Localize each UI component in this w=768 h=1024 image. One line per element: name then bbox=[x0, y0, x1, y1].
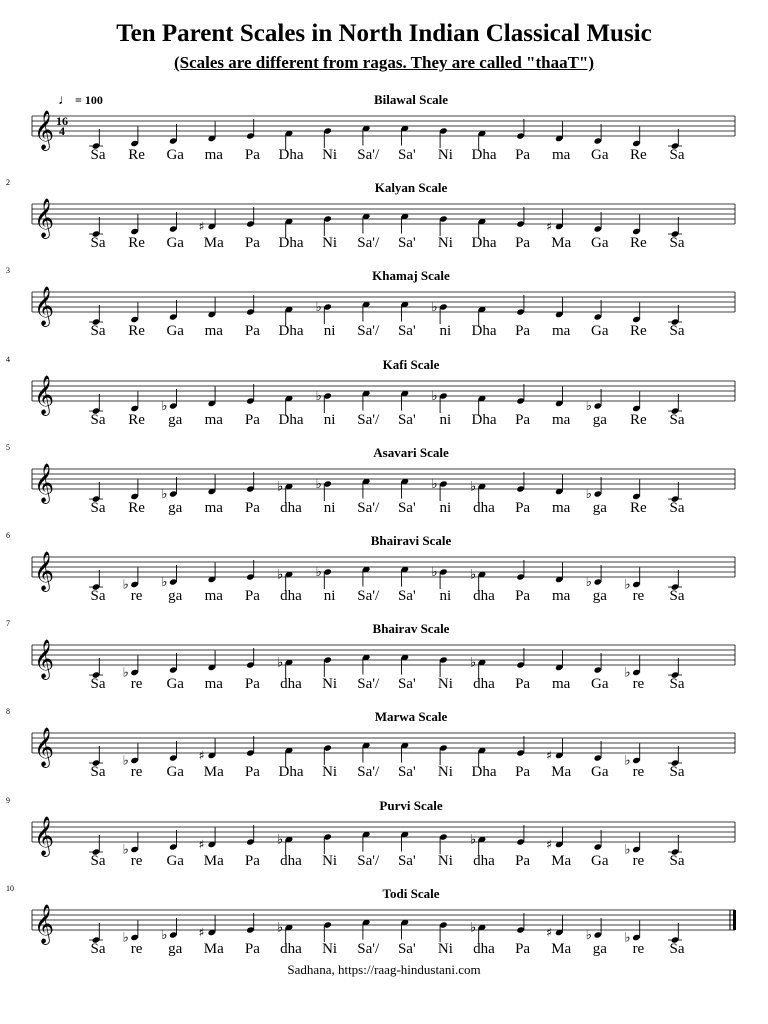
system-number: 10 bbox=[6, 883, 14, 893]
sargam-syllable: Ni bbox=[437, 235, 453, 252]
sargam-syllable: Ma bbox=[203, 940, 224, 957]
sargam-syllable: ga bbox=[168, 940, 183, 957]
sargam-syllable: Pa bbox=[515, 940, 531, 957]
scale-system bbox=[0, 266, 768, 352]
sargam-syllable: ni bbox=[439, 411, 452, 428]
sargam-syllable: Sa bbox=[669, 147, 685, 163]
sargam-syllable: Re bbox=[630, 323, 647, 340]
sargam-syllable: re bbox=[130, 676, 143, 693]
flat-icon: ♭ bbox=[122, 930, 129, 946]
sargam-syllable: Sa bbox=[90, 411, 106, 428]
treble-clef-icon: 𝄞 bbox=[34, 462, 55, 503]
sargam-syllable: re bbox=[632, 852, 645, 869]
flat-icon: ♭ bbox=[315, 476, 322, 492]
flat-icon: ♭ bbox=[624, 842, 631, 858]
sargam-syllable: ga bbox=[168, 411, 183, 428]
sargam-syllable: ni bbox=[439, 499, 452, 516]
sargam-syllable: ma bbox=[552, 411, 571, 428]
sargam-syllable: Re bbox=[630, 499, 647, 516]
sargam-syllable: Sa bbox=[90, 676, 106, 693]
sargam-syllable: Pa bbox=[244, 588, 260, 604]
sargam-syllable: Sa bbox=[90, 323, 106, 340]
flat-icon: ♭ bbox=[431, 565, 438, 580]
system-number: 4 bbox=[6, 354, 10, 364]
sargam-syllable: Sa'/ bbox=[357, 764, 380, 781]
sargam-syllable: Pa bbox=[515, 852, 531, 869]
sargam-syllable: Ga bbox=[591, 235, 609, 252]
sargam-syllable: ma bbox=[204, 676, 223, 693]
sargam-syllable: re bbox=[130, 852, 143, 869]
sargam-syllable: Dha bbox=[471, 235, 497, 252]
sargam-syllable: re bbox=[632, 588, 645, 604]
sharp-icon: ♯ bbox=[198, 837, 205, 852]
sargam-syllable: ni bbox=[323, 411, 336, 428]
sargam-syllable: Dha bbox=[471, 147, 497, 163]
flat-icon: ♭ bbox=[585, 486, 592, 502]
flat-icon: ♭ bbox=[315, 388, 322, 404]
flat-icon: ♭ bbox=[585, 398, 592, 414]
sargam-syllable: Re bbox=[630, 411, 647, 428]
treble-clef-icon: 𝄞 bbox=[34, 727, 55, 768]
flat-icon: ♭ bbox=[277, 920, 284, 936]
sargam-syllable: Sa'/ bbox=[357, 940, 380, 957]
flat-icon: ♭ bbox=[470, 479, 477, 495]
sargam-syllable: Dha bbox=[471, 323, 497, 340]
sargam-syllable: Dha bbox=[471, 764, 497, 781]
scale-name: Bhairavi Scale bbox=[370, 533, 452, 548]
sargam-syllable: Ga bbox=[166, 676, 184, 693]
sargam-syllable: Sa bbox=[90, 588, 106, 604]
sargam-syllable: Pa bbox=[244, 940, 260, 957]
scale-system bbox=[0, 92, 768, 176]
sargam-syllable: ma bbox=[204, 147, 223, 163]
sargam-syllable: Pa bbox=[515, 676, 531, 693]
sargam-syllable: Sa bbox=[90, 499, 106, 516]
scale-name: Bhairav Scale bbox=[372, 621, 450, 637]
sargam-syllable: Ni bbox=[322, 235, 338, 252]
sargam-syllable: Ma bbox=[551, 940, 572, 957]
sharp-icon: ♯ bbox=[546, 837, 553, 852]
sargam-syllable: Sa bbox=[669, 940, 685, 957]
sargam-syllable: ma bbox=[552, 676, 571, 693]
treble-clef-icon: 𝄞 bbox=[34, 374, 55, 415]
flat-icon: ♭ bbox=[122, 577, 129, 593]
sargam-syllable: Sa bbox=[90, 852, 106, 869]
sargam-syllable: Ma bbox=[551, 852, 572, 869]
flat-icon: ♭ bbox=[315, 300, 322, 316]
sargam-syllable: Sa' bbox=[397, 940, 416, 957]
sargam-syllable: Pa bbox=[515, 499, 531, 516]
sargam-syllable: Sa' bbox=[397, 499, 416, 516]
sargam-syllable: Sa'/ bbox=[357, 676, 380, 693]
sharp-icon: ♯ bbox=[198, 219, 205, 234]
sargam-syllable: ma bbox=[552, 323, 571, 340]
scale-system bbox=[0, 883, 768, 970]
sargam-syllable: Ni bbox=[322, 940, 338, 957]
sharp-icon: ♯ bbox=[546, 219, 553, 234]
sargam-syllable: Re bbox=[630, 235, 647, 252]
flat-icon: ♭ bbox=[624, 930, 631, 946]
sargam-syllable: dha bbox=[473, 940, 495, 957]
sargam-syllable: Ni bbox=[437, 676, 453, 693]
sargam-syllable: Pa bbox=[244, 852, 260, 869]
sargam-syllable: Ma bbox=[203, 852, 224, 869]
scale-system bbox=[0, 178, 768, 264]
sharp-icon: ♯ bbox=[546, 748, 553, 763]
sargam-syllable: ma bbox=[552, 147, 571, 163]
sargam-syllable: Sa' bbox=[397, 147, 416, 163]
sargam-syllable: Sa' bbox=[397, 323, 416, 340]
sargam-syllable: Sa' bbox=[397, 852, 416, 869]
sargam-syllable: ma bbox=[204, 499, 223, 516]
footer-credit: Sadhana, https://raag-hindustani.com bbox=[287, 962, 481, 977]
sargam-syllable: Sa' bbox=[397, 764, 416, 781]
sargam-syllable: ga bbox=[592, 940, 607, 957]
sargam-syllable: Pa bbox=[244, 499, 260, 516]
system-number: 9 bbox=[6, 795, 10, 805]
sargam-syllable: Sa bbox=[669, 588, 685, 604]
final-barline-thick bbox=[733, 910, 736, 930]
sargam-syllable: Sa bbox=[90, 764, 106, 781]
sargam-syllable: ga bbox=[168, 499, 183, 516]
system-number: 6 bbox=[6, 531, 10, 540]
sargam-syllable: Sa bbox=[669, 764, 685, 781]
flat-icon: ♭ bbox=[277, 479, 284, 495]
sargam-syllable: Re bbox=[128, 411, 145, 428]
sargam-syllable: ni bbox=[323, 588, 336, 604]
system-number: 5 bbox=[6, 442, 10, 452]
flat-icon: ♭ bbox=[277, 567, 284, 583]
sargam-syllable: ma bbox=[552, 499, 571, 516]
flat-icon: ♭ bbox=[624, 665, 631, 681]
sargam-syllable: Ga bbox=[591, 323, 609, 340]
sargam-syllable: Dha bbox=[278, 147, 304, 163]
treble-clef-icon: 𝄞 bbox=[34, 903, 55, 944]
system-number: 3 bbox=[6, 266, 10, 276]
page-subtitle: (Scales are different from ragas. They are called "thaaT") bbox=[173, 53, 595, 72]
scale-name: Khamaj Scale bbox=[372, 268, 450, 284]
sargam-syllable: Ga bbox=[166, 323, 184, 340]
scale-name: Kafi Scale bbox=[382, 356, 440, 372]
sargam-syllable: Ga bbox=[166, 764, 184, 781]
sargam-syllable: Sa'/ bbox=[357, 235, 380, 252]
sargam-syllable: dha bbox=[473, 852, 495, 869]
sargam-syllable: Pa bbox=[515, 323, 531, 340]
sargam-syllable: Ni bbox=[437, 764, 453, 781]
sargam-syllable: Sa bbox=[669, 411, 685, 428]
flat-icon: ♭ bbox=[315, 565, 322, 580]
sargam-syllable: Ni bbox=[322, 764, 338, 781]
flat-icon: ♭ bbox=[122, 842, 129, 858]
sargam-syllable: Pa bbox=[515, 764, 531, 781]
sargam-syllable: Pa bbox=[515, 235, 531, 252]
flat-icon: ♭ bbox=[431, 300, 438, 316]
sargam-syllable: Ga bbox=[166, 852, 184, 869]
sargam-syllable: Pa bbox=[244, 323, 260, 340]
tempo-value: = 100 bbox=[75, 93, 103, 107]
sargam-syllable: Sa'/ bbox=[357, 499, 380, 516]
sargam-syllable: Pa bbox=[515, 411, 531, 428]
flat-icon: ♭ bbox=[624, 753, 631, 769]
scale-name: Todi Scale bbox=[382, 885, 440, 901]
sargam-syllable: re bbox=[632, 764, 645, 781]
sargam-syllable: Ni bbox=[437, 147, 453, 163]
flat-icon: ♭ bbox=[161, 927, 168, 943]
treble-clef-icon: 𝄞 bbox=[34, 551, 55, 591]
sargam-syllable: ni bbox=[323, 323, 336, 340]
sargam-syllable: Sa bbox=[90, 940, 106, 957]
sargam-syllable: Ga bbox=[591, 676, 609, 693]
sargam-syllable: Pa bbox=[244, 764, 260, 781]
treble-clef-icon: 𝄞 bbox=[34, 639, 55, 680]
scale-name: Bilawal Scale bbox=[373, 92, 449, 107]
scale-name: Purvi Scale bbox=[379, 797, 443, 813]
sargam-syllable: Re bbox=[128, 499, 145, 516]
sargam-syllable: Sa bbox=[669, 499, 685, 516]
sargam-syllable: Ma bbox=[203, 764, 224, 781]
page-title: Ten Parent Scales in North Indian Classical Music bbox=[116, 20, 652, 47]
sargam-syllable: dha bbox=[280, 940, 302, 957]
sargam-syllable: ga bbox=[592, 588, 607, 604]
sargam-syllable: Ga bbox=[166, 147, 184, 163]
flat-icon: ♭ bbox=[161, 486, 168, 502]
system-number: 2 bbox=[6, 178, 10, 188]
sargam-syllable: re bbox=[632, 676, 645, 693]
treble-clef-icon: 𝄞 bbox=[34, 198, 55, 239]
sargam-syllable: ma bbox=[204, 411, 223, 428]
flat-icon: ♭ bbox=[624, 577, 631, 593]
sargam-syllable: Ni bbox=[437, 940, 453, 957]
sargam-syllable: ma bbox=[552, 588, 571, 604]
flat-icon: ♭ bbox=[122, 753, 129, 769]
scale-system bbox=[0, 354, 768, 441]
scale-system bbox=[0, 619, 768, 705]
flat-icon: ♭ bbox=[122, 665, 129, 681]
sargam-syllable: re bbox=[130, 588, 143, 604]
sargam-syllable: dha bbox=[473, 588, 495, 604]
system-number: 8 bbox=[6, 707, 10, 717]
scale-name: Kalyan Scale bbox=[374, 180, 448, 196]
sargam-syllable: ga bbox=[592, 411, 607, 428]
sargam-syllable: Ni bbox=[322, 676, 338, 693]
sargam-syllable: Ga bbox=[591, 852, 609, 869]
quarter-note-icon: ♩ bbox=[58, 93, 72, 108]
sargam-syllable: dha bbox=[280, 588, 302, 604]
sargam-syllable: Sa' bbox=[397, 588, 416, 604]
sargam-syllable: Dha bbox=[278, 764, 304, 781]
flat-icon: ♭ bbox=[277, 832, 284, 848]
sargam-syllable: Sa'/ bbox=[357, 411, 380, 428]
sargam-syllable: Sa bbox=[90, 147, 106, 163]
flat-icon: ♭ bbox=[431, 388, 438, 404]
sharp-icon: ♯ bbox=[198, 925, 205, 940]
sargam-syllable: Pa bbox=[244, 235, 260, 252]
sargam-syllable: dha bbox=[473, 676, 495, 693]
sargam-syllable: re bbox=[632, 940, 645, 957]
sargam-syllable: Sa' bbox=[397, 411, 416, 428]
flat-icon: ♭ bbox=[431, 476, 438, 492]
sargam-syllable: Re bbox=[128, 235, 145, 252]
time-signature-bottom: 4 bbox=[59, 124, 65, 138]
sargam-syllable: Ma bbox=[551, 235, 572, 252]
sargam-syllable: Sa'/ bbox=[357, 147, 380, 163]
flat-icon: ♭ bbox=[161, 575, 168, 590]
sargam-syllable: re bbox=[130, 764, 143, 781]
scale-system bbox=[0, 442, 768, 529]
sargam-syllable: ma bbox=[204, 323, 223, 340]
flat-icon: ♭ bbox=[470, 920, 477, 936]
sargam-syllable: dha bbox=[473, 499, 495, 516]
sargam-syllable: Ma bbox=[551, 764, 572, 781]
sargam-syllable: ma bbox=[204, 588, 223, 604]
sargam-syllable: dha bbox=[280, 852, 302, 869]
sargam-syllable: Pa bbox=[244, 147, 260, 163]
scale-system bbox=[0, 531, 768, 617]
sargam-syllable: Sa bbox=[90, 235, 106, 252]
sargam-syllable: Sa bbox=[669, 323, 685, 340]
sargam-syllable: Pa bbox=[515, 147, 531, 163]
sargam-syllable: Pa bbox=[244, 676, 260, 693]
sargam-syllable: Pa bbox=[515, 588, 531, 604]
treble-clef-icon: 𝄞 bbox=[34, 286, 55, 327]
flat-icon: ♭ bbox=[585, 575, 592, 590]
sargam-syllable: Pa bbox=[244, 411, 260, 428]
system-number: 7 bbox=[6, 619, 10, 629]
sargam-syllable: Ga bbox=[591, 764, 609, 781]
scale-system bbox=[0, 707, 768, 793]
sargam-syllable: ga bbox=[592, 499, 607, 516]
sargam-syllable: ni bbox=[439, 588, 452, 604]
sargam-syllable: Sa' bbox=[397, 235, 416, 252]
sargam-syllable: Re bbox=[630, 147, 647, 163]
sargam-syllable: Ni bbox=[322, 147, 338, 163]
sargam-syllable: Sa bbox=[669, 852, 685, 869]
sargam-syllable: Dha bbox=[278, 323, 304, 340]
treble-clef-icon: 𝄞 bbox=[34, 110, 55, 150]
sargam-syllable: Sa'/ bbox=[357, 323, 380, 340]
sharp-icon: ♯ bbox=[546, 925, 553, 940]
flat-icon: ♭ bbox=[161, 398, 168, 414]
sargam-syllable: Sa bbox=[669, 235, 685, 252]
flat-icon: ♭ bbox=[277, 655, 284, 671]
sharp-icon: ♯ bbox=[198, 748, 205, 763]
sargam-syllable: Dha bbox=[278, 411, 304, 428]
flat-icon: ♭ bbox=[470, 832, 477, 848]
sargam-syllable: Re bbox=[128, 147, 145, 163]
sargam-syllable: Sa' bbox=[397, 676, 416, 693]
scale-name: Marwa Scale bbox=[374, 709, 448, 725]
sargam-syllable: re bbox=[130, 940, 143, 957]
sargam-syllable: Ni bbox=[437, 852, 453, 869]
flat-icon: ♭ bbox=[470, 655, 477, 671]
sargam-syllable: Dha bbox=[278, 235, 304, 252]
sargam-syllable: dha bbox=[280, 499, 302, 516]
flat-icon: ♭ bbox=[585, 927, 592, 943]
sargam-syllable: dha bbox=[280, 676, 302, 693]
sargam-syllable: Ni bbox=[322, 852, 338, 869]
sargam-syllable: Re bbox=[128, 323, 145, 340]
sargam-syllable: Sa bbox=[669, 676, 685, 693]
sargam-syllable: Sa'/ bbox=[357, 588, 380, 604]
sargam-syllable: ni bbox=[323, 499, 336, 516]
sargam-syllable: ga bbox=[168, 588, 183, 604]
sargam-syllable: Sa'/ bbox=[357, 852, 380, 869]
sargam-syllable: Ga bbox=[591, 147, 609, 163]
sargam-syllable: Ma bbox=[203, 235, 224, 252]
sargam-syllable: Ga bbox=[166, 235, 184, 252]
sargam-syllable: ni bbox=[439, 323, 452, 340]
time-signature-top: 16 bbox=[56, 114, 68, 128]
scale-name: Asavari Scale bbox=[373, 444, 449, 460]
treble-clef-icon: 𝄞 bbox=[34, 815, 55, 856]
sargam-syllable: Dha bbox=[471, 411, 497, 428]
flat-icon: ♭ bbox=[470, 567, 477, 583]
scale-system bbox=[0, 795, 768, 882]
